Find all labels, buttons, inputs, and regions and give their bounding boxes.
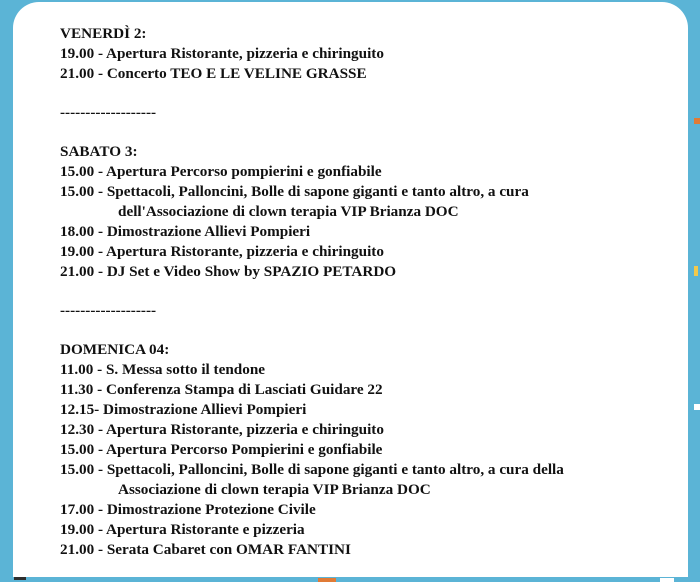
program-sheet	[13, 2, 688, 577]
schedule-line: 15.00 - Spettacoli, Palloncini, Bolle di sapone giganti e tanto altro, a cura della	[60, 461, 564, 478]
day-heading: VENERDÌ 2:	[60, 25, 147, 42]
frame-decoration	[318, 578, 336, 582]
schedule-line: 15.00 - Apertura Percorso pompierini e gonfiabile	[60, 163, 382, 180]
frame-decoration	[660, 578, 674, 582]
schedule-line-continued: dell'Associazione di clown terapia VIP Brianza DOC	[118, 203, 459, 220]
frame-decoration	[694, 266, 698, 276]
section-divider: -------------------	[60, 302, 157, 319]
schedule-line: 19.00 - Apertura Ristorante, pizzeria e chiringuito	[60, 45, 384, 62]
day-heading: DOMENICA 04:	[60, 341, 170, 358]
schedule-line: 11.30 - Conferenza Stampa di Lasciati Guidare 22	[60, 381, 383, 398]
schedule-line: 18.00 - Dimostrazione Allievi Pompieri	[60, 223, 311, 240]
schedule-line: 11.00 - S. Messa sotto il tendone	[60, 361, 266, 378]
schedule-line: 15.00 - Apertura Percorso Pompierini e gonfiabile	[60, 441, 383, 458]
schedule-line: 21.00 - Concerto TEO E LE VELINE GRASSE	[60, 65, 367, 82]
schedule-line: 12.30 - Apertura Ristorante, pizzeria e chiringuito	[60, 421, 384, 438]
schedule-line-continued: Associazione di clown terapia VIP Brianza DOC	[118, 481, 431, 498]
day-heading: SABATO 3:	[60, 143, 138, 160]
day-section-friday	[60, 24, 688, 84]
event-schedule	[60, 24, 688, 560]
schedule-line: 19.00 - Apertura Ristorante e pizzeria	[60, 521, 305, 538]
section-divider: -------------------	[60, 104, 157, 121]
schedule-line: 15.00 - Spettacoli, Palloncini, Bolle di sapone giganti e tanto altro, a cura	[60, 183, 529, 200]
schedule-line: 12.15- Dimostrazione Allievi Pompieri	[60, 401, 307, 418]
schedule-line: 21.00 - Serata Cabaret con OMAR FANTINI	[60, 541, 351, 558]
day-section-sunday	[60, 340, 688, 560]
frame-decoration	[694, 404, 700, 410]
schedule-line: 21.00 - DJ Set e Video Show by SPAZIO PETARDO	[60, 263, 397, 280]
schedule-line: 19.00 - Apertura Ristorante, pizzeria e chiringuito	[60, 243, 384, 260]
day-section-saturday	[60, 142, 688, 282]
frame-decoration	[694, 118, 700, 124]
schedule-line: 17.00 - Dimostrazione Protezione Civile	[60, 501, 316, 518]
